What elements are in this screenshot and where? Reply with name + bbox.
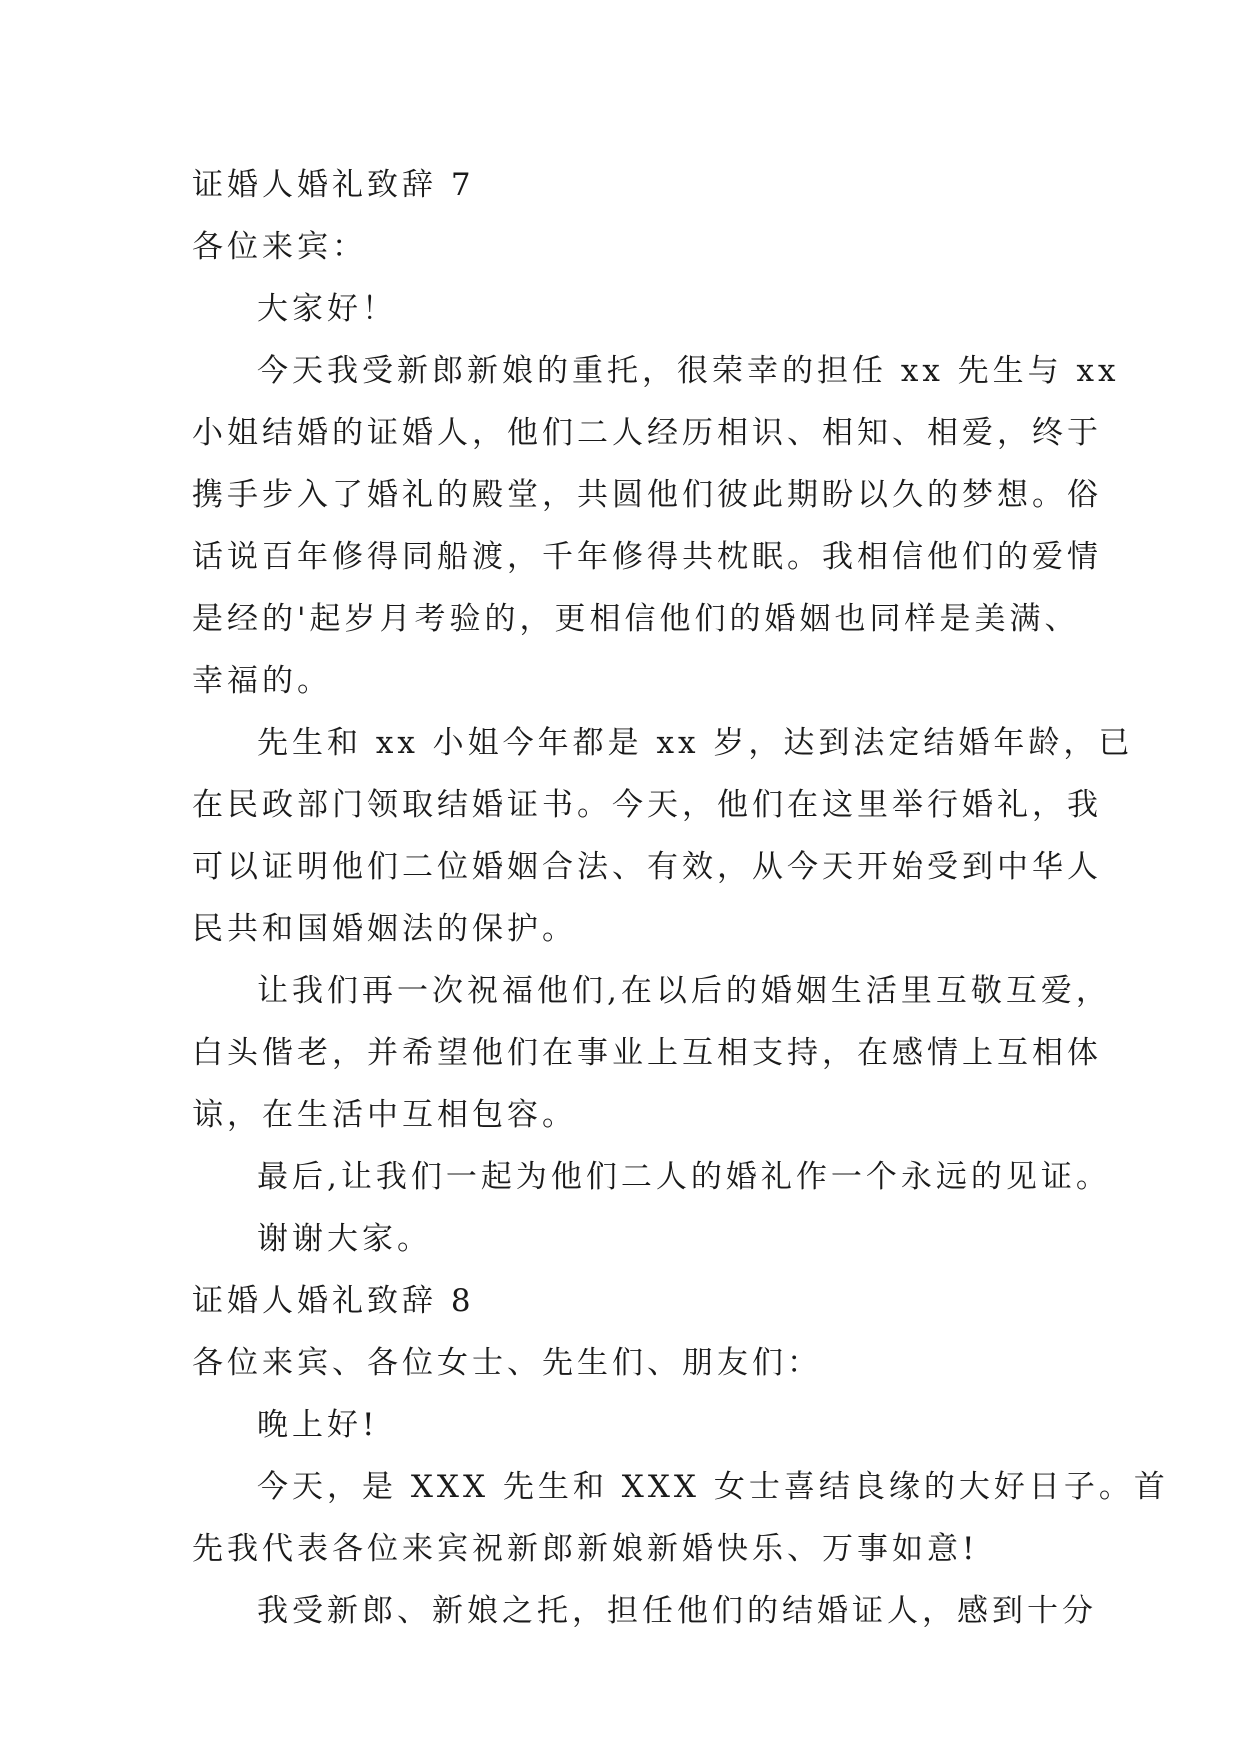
greeting-line: 各位来宾、各位女士、先生们、朋友们： bbox=[192, 1345, 822, 1381]
paragraph-line: 今天我受新郎新娘的重托，很荣幸的担任 xx 先生与 xx bbox=[257, 353, 1120, 389]
paragraph-line: 先生和 xx 小姐今年都是 xx 岁，达到法定结婚年龄，已 bbox=[257, 725, 1134, 761]
paragraph-line: 最后,让我们一起为他们二人的婚礼作一个永远的见证。 bbox=[257, 1159, 1111, 1195]
paragraph-line: 先我代表各位来宾祝新郎新娘新婚快乐、万事如意! bbox=[192, 1531, 979, 1567]
closing-line: 谢谢大家。 bbox=[257, 1221, 432, 1257]
section-title: 证婚人婚礼致辞 7 bbox=[192, 167, 475, 203]
section-title: 证婚人婚礼致辞 8 bbox=[192, 1283, 475, 1319]
paragraph-line: 谅，在生活中互相包容。 bbox=[192, 1097, 577, 1133]
paragraph-line: 可以证明他们二位婚姻合法、有效，从今天开始受到中华人 bbox=[192, 849, 1102, 885]
paragraph-line: 小姐结婚的证婚人，他们二人经历相识、相知、相爱，终于 bbox=[192, 415, 1102, 451]
paragraph-line: 民共和国婚姻法的保护。 bbox=[192, 911, 577, 947]
salutation-line: 大家好！ bbox=[257, 291, 397, 327]
paragraph-line: 话说百年修得同船渡，千年修得共枕眠。我相信他们的爱情 bbox=[192, 539, 1102, 575]
paragraph-line: 幸福的。 bbox=[192, 663, 332, 699]
paragraph-line: 我受新郎、新娘之托，担任他们的结婚证人，感到十分 bbox=[257, 1593, 1097, 1629]
paragraph-line: 今天，是 XXX 先生和 XXX 女士喜结良缘的大好日子。首 bbox=[257, 1469, 1169, 1505]
paragraph-line: 白头偕老，并希望他们在事业上互相支持，在感情上互相体 bbox=[192, 1035, 1102, 1071]
paragraph-line: 是经的'起岁月考验的，更相信他们的婚姻也同样是美满、 bbox=[192, 601, 1080, 637]
document-body bbox=[192, 154, 1169, 1642]
salutation-line: 晚上好! bbox=[257, 1407, 379, 1443]
paragraph-line: 让我们再一次祝福他们,在以后的婚姻生活里互敬互爱， bbox=[257, 973, 1111, 1009]
paragraph-line: 在民政部门领取结婚证书。今天，他们在这里举行婚礼，我 bbox=[192, 787, 1102, 823]
greeting-line: 各位来宾： bbox=[192, 229, 367, 265]
paragraph-line: 携手步入了婚礼的殿堂，共圆他们彼此期盼以久的梦想。俗 bbox=[192, 477, 1102, 513]
